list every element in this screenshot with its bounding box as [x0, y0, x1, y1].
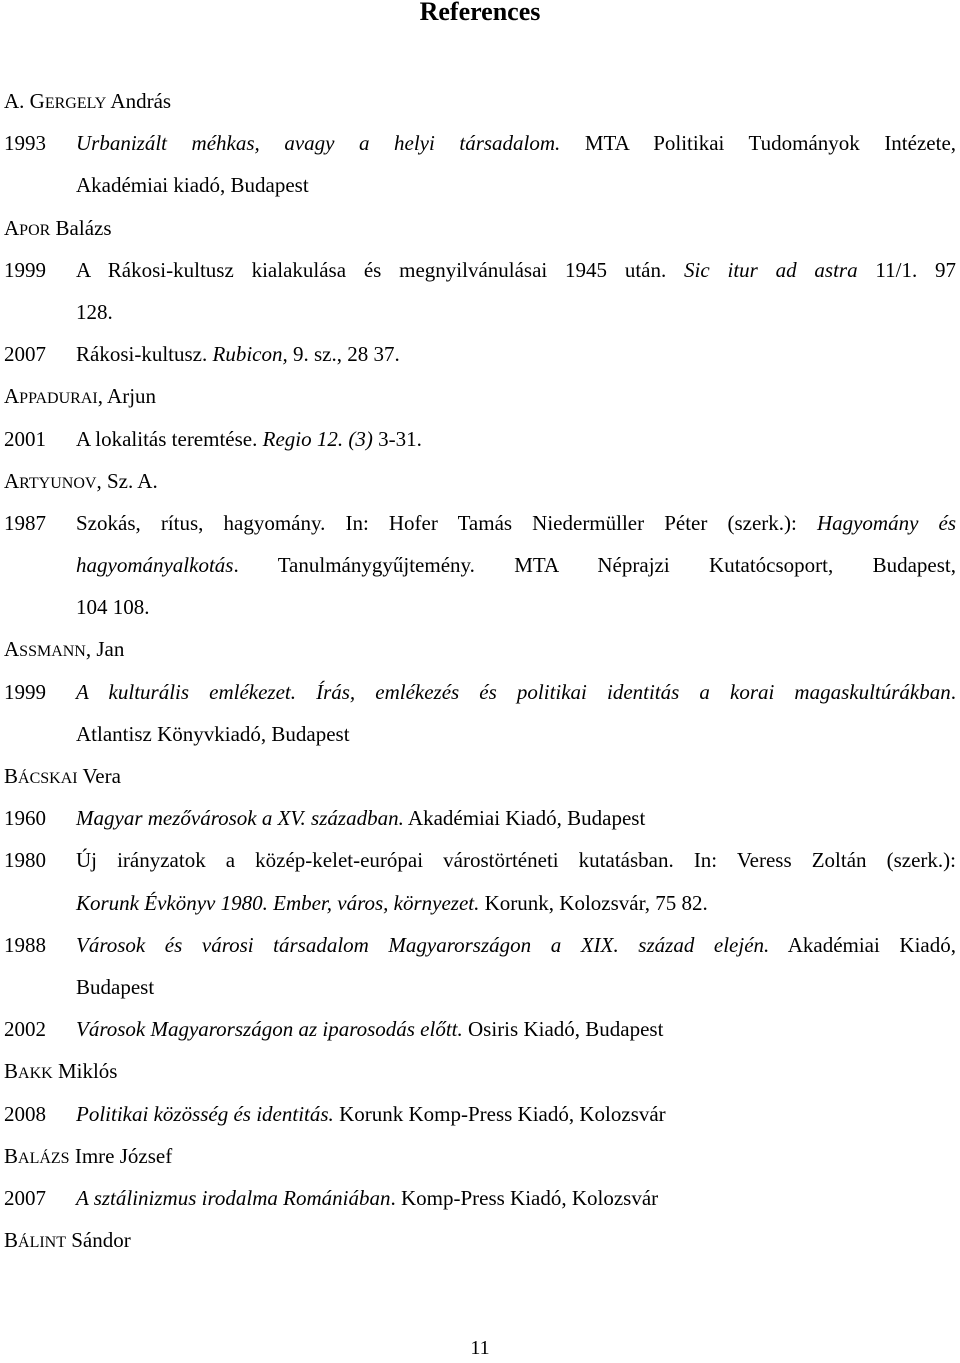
author-surname-rest: ÁCSKAI	[18, 770, 78, 787]
author-surname-initial: G	[29, 89, 45, 113]
author-given-name: Miklós	[52, 1059, 118, 1084]
entry-title-italic: Sic itur ad astra	[684, 257, 858, 282]
reference-entry	[4, 502, 956, 629]
author-surname-initial: B	[4, 764, 19, 788]
entry-line	[76, 1008, 956, 1050]
author-given-name: Sándor	[66, 1228, 131, 1253]
author-given-name: Imre József	[69, 1143, 173, 1168]
entry-text-segment: . Tanulmánygyűjtemény. MTA Néprajzi Kutatócsoport, Budapest,	[233, 553, 956, 578]
entry-year: 2008	[4, 1101, 46, 1126]
entry-year: 1999	[4, 257, 46, 282]
entry-title-italic: Hagyomány és	[816, 510, 956, 535]
author-surname-initial: B	[4, 1143, 19, 1168]
author-surname-initial: A	[4, 637, 20, 662]
entry-text-segment: 9. sz., 28 37.	[287, 342, 400, 367]
entry-line	[76, 122, 956, 164]
author-surname-initial: A	[4, 215, 20, 240]
entry-line	[76, 882, 956, 924]
author-surname-rest: RTYUNOV	[19, 474, 97, 492]
reference-entry	[4, 333, 956, 375]
author-surname-initial: B	[4, 1059, 19, 1084]
entry-line	[76, 671, 956, 713]
reference-entry	[4, 671, 956, 755]
entry-year: 1960	[4, 806, 46, 831]
entry-line	[76, 418, 956, 460]
entry-line	[76, 586, 956, 628]
entry-year: 1980	[4, 848, 46, 873]
author-surname-rest: ERGELY	[44, 95, 107, 112]
reference-entry	[4, 797, 956, 839]
author-heading	[4, 375, 956, 417]
entry-text-segment: MTA Politikai Tudományok Intézete,	[560, 131, 957, 156]
entry-text-segment: 128.	[76, 299, 113, 324]
entry-title-italic: Korunk Évkönyv 1980. Ember, város, környezet.	[76, 890, 480, 915]
entry-line	[76, 966, 956, 1008]
entry-line	[76, 164, 956, 206]
author-given-name: Balázs	[50, 215, 112, 240]
entry-text	[76, 122, 956, 206]
entry-text-segment: Osiris Kiadó, Budapest	[462, 1017, 664, 1042]
author-surname-rest: PPADURAI	[19, 390, 98, 408]
entry-title-italic: A sztálinizmus irodalma Romániában	[76, 1185, 391, 1210]
reference-list	[4, 80, 956, 1261]
entry-line	[76, 1093, 956, 1135]
author-surname-rest: ALÁZS	[18, 1149, 70, 1167]
entry-year: 1999	[4, 679, 46, 704]
entry-text-segment: Korunk Komp-Press Kiadó, Kolozsvár	[333, 1101, 666, 1126]
entry-line	[76, 333, 956, 375]
reference-entry	[4, 924, 956, 1008]
entry-year: 1988	[4, 932, 46, 957]
entry-text-segment: 3-31.	[372, 426, 422, 451]
author-heading	[4, 207, 956, 249]
author-heading	[4, 1135, 956, 1177]
entry-text	[76, 418, 956, 460]
entry-line	[76, 797, 956, 839]
entry-text	[76, 839, 956, 923]
author-heading	[4, 1050, 956, 1092]
reference-entry	[4, 418, 956, 460]
entry-text-segment: Új irányzatok a közép-kelet-európai várostörténeti kutatásban. In: Veress Zoltán (szerk.):	[76, 848, 956, 873]
entry-text-segment: Akadémiai kiadó, Budapest	[76, 173, 309, 198]
entry-title-italic: A kulturális emlékezet. Írás, emlékezés és politikai identitás a korai magaskultúrákban	[76, 679, 951, 704]
entry-text-segment: Budapest	[76, 974, 155, 999]
entry-title-italic: Regio 12. (3)	[262, 426, 373, 451]
entry-text-segment: 11/1. 97	[857, 257, 957, 282]
entry-text-segment: 104 108.	[76, 595, 150, 620]
author-heading	[4, 1219, 956, 1261]
author-heading	[4, 80, 956, 122]
entry-text	[76, 924, 956, 1008]
entry-text	[76, 671, 956, 755]
entry-text-segment: .	[950, 679, 956, 704]
entry-text-segment: . Komp-Press Kiadó, Kolozsvár	[390, 1185, 659, 1210]
author-surname-initial: B	[4, 1228, 19, 1253]
author-given-name: , Jan	[85, 637, 125, 662]
entry-text	[76, 797, 956, 839]
reference-entry	[4, 122, 956, 206]
author-given-name: András	[106, 89, 172, 113]
entry-title-italic: Városok és városi társadalom Magyarországon a XIX. század elején.	[76, 932, 770, 957]
entry-text	[76, 1177, 956, 1219]
entry-title-italic: hagyományalkotás	[76, 553, 234, 578]
author-surname-initial: A	[4, 384, 20, 409]
entry-year: 1987	[4, 510, 46, 535]
entry-line	[76, 713, 956, 755]
entry-text	[76, 1008, 956, 1050]
author-surname-rest: POR	[19, 221, 51, 239]
entry-text-segment: Rákosi-kultusz.	[76, 342, 213, 367]
author-heading	[4, 628, 956, 670]
entry-text	[76, 1093, 956, 1135]
author-surname-rest: ÁLINT	[18, 1234, 66, 1252]
author-given-name: , Sz. A.	[96, 468, 158, 493]
author-heading	[4, 755, 956, 797]
entry-title-italic: Rubicon,	[212, 342, 288, 367]
reference-entry	[4, 1008, 956, 1050]
entry-text	[76, 502, 956, 629]
author-given-name: Vera	[77, 764, 121, 788]
author-initial: A.	[4, 89, 30, 113]
entry-text-segment: Akadémiai Kiadó, Budapest	[403, 806, 646, 831]
entry-title-italic: Magyar mezővárosok a XV. században.	[76, 806, 404, 831]
reference-entry	[4, 1093, 956, 1135]
reference-entry	[4, 839, 956, 923]
entry-text-segment: A Rákosi-kultusz kialakulása és megnyilvánulásai 1945 után.	[76, 257, 685, 282]
author-surname-initial: A	[4, 468, 20, 493]
author-given-name: , Arjun	[97, 384, 157, 409]
entry-line	[76, 291, 956, 333]
entry-text-segment: Szokás, rítus, hagyomány. In: Hofer Tamás Niedermüller Péter (szerk.):	[76, 510, 817, 535]
entry-text	[76, 249, 956, 333]
entry-line	[76, 502, 956, 544]
entry-line	[76, 544, 956, 586]
entry-title-italic: Politikai közösség és identitás.	[76, 1101, 334, 1126]
entry-text	[76, 333, 956, 375]
entry-text-segment: Atlantisz Könyvkiadó, Budapest	[76, 721, 350, 746]
author-heading	[4, 460, 956, 502]
entry-line	[76, 924, 956, 966]
page-number: 11	[470, 1337, 490, 1359]
entry-text-segment: A lokalitás teremtése.	[76, 426, 263, 451]
entry-year: 2007	[4, 1185, 46, 1210]
entry-line	[76, 839, 956, 881]
entry-line	[76, 1177, 956, 1219]
entry-title-italic: Városok Magyarországon az iparosodás előtt.	[76, 1017, 463, 1042]
entry-year: 2001	[4, 426, 46, 451]
entry-text-segment: Akadémiai Kiadó,	[769, 932, 956, 957]
author-surname-rest: AKK	[18, 1065, 53, 1083]
entry-line	[76, 249, 956, 291]
author-surname-rest: SSMANN	[19, 643, 86, 661]
reference-entry	[4, 249, 956, 333]
entry-text-segment: Korunk, Kolozsvár, 75 82.	[479, 890, 708, 915]
reference-entry	[4, 1177, 956, 1219]
entry-year: 1993	[4, 131, 46, 156]
page-title: References	[419, 0, 541, 26]
entry-year: 2007	[4, 342, 46, 367]
entry-year: 2002	[4, 1017, 46, 1042]
entry-title-italic: Urbanizált méhkas, avagy a helyi társadalom.	[76, 131, 561, 156]
